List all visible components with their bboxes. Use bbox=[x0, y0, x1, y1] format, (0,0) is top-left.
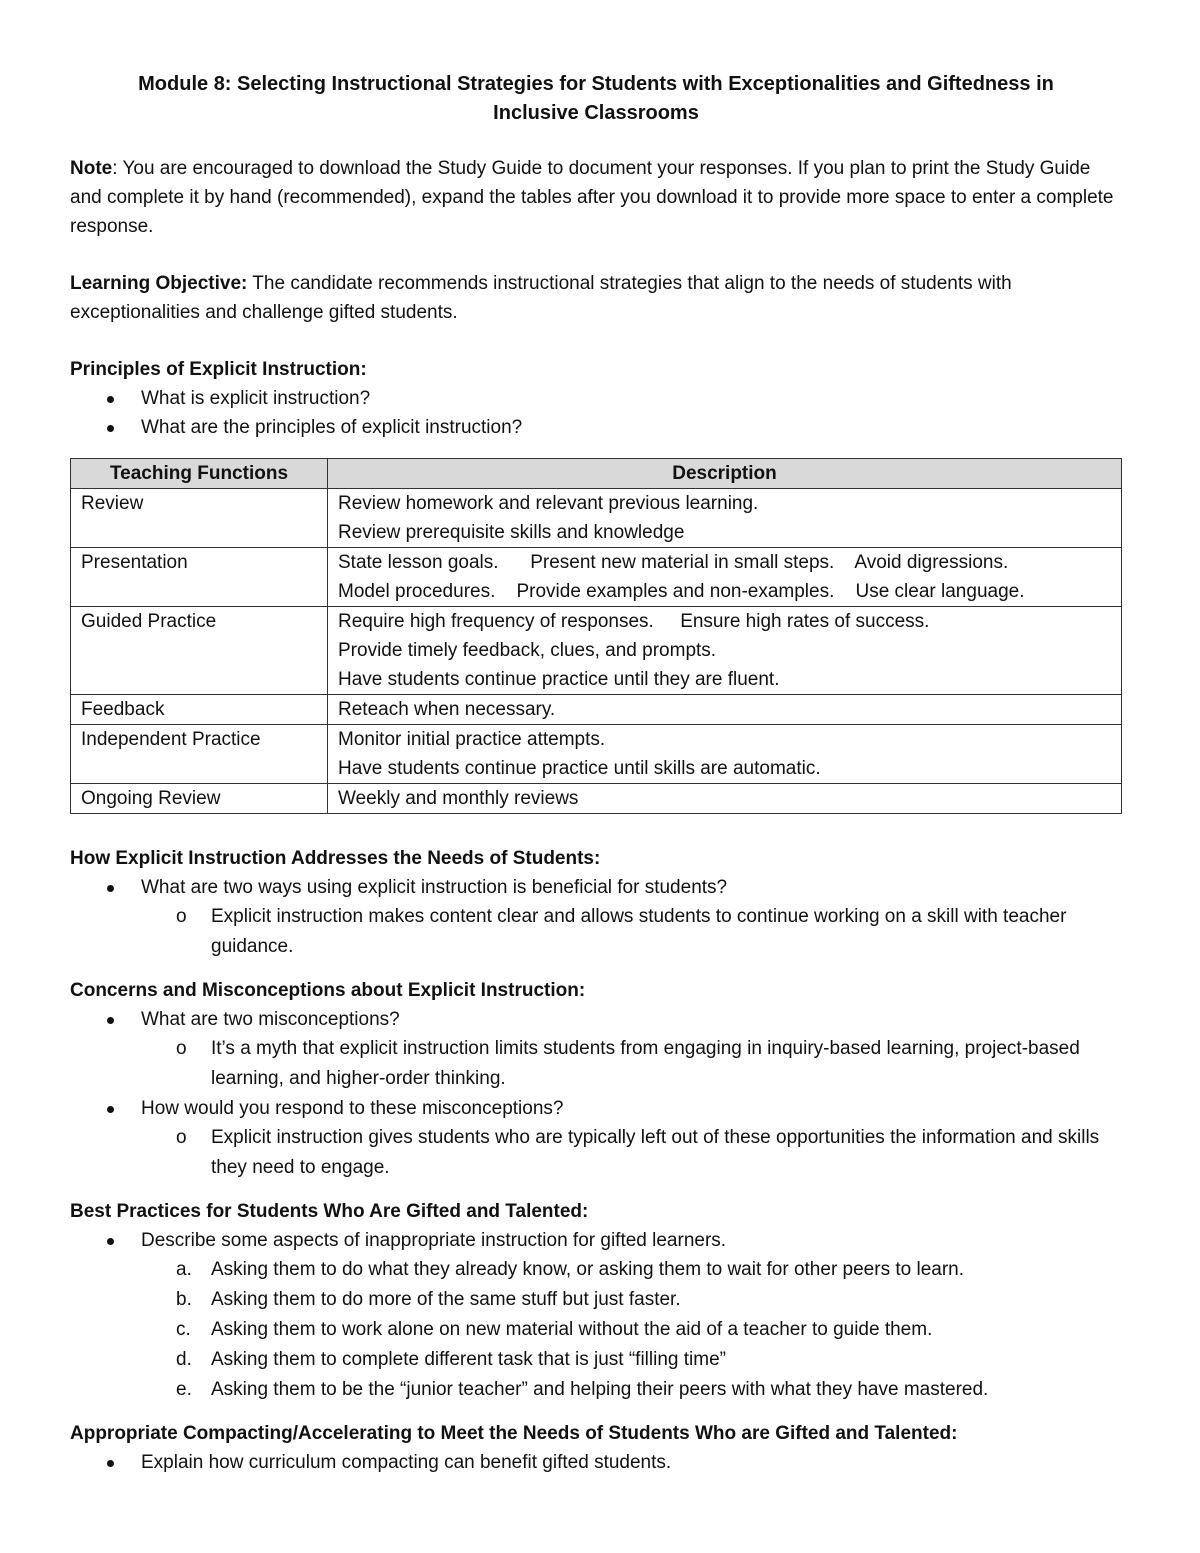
answer-item bbox=[70, 1123, 1122, 1183]
list-item: How would you respond to these misconceptions? bbox=[70, 1094, 1122, 1123]
concerns-bullets bbox=[70, 1005, 1122, 1034]
answer-text: Asking them to do more of the same stuff but just faster. bbox=[211, 1289, 681, 1310]
list-marker: o bbox=[176, 1038, 187, 1059]
table-row bbox=[71, 695, 1122, 725]
description-cell bbox=[328, 548, 1122, 607]
description-line: Reteach when necessary. bbox=[338, 699, 556, 720]
answer-item bbox=[70, 1375, 1122, 1405]
answer-item bbox=[70, 902, 1122, 962]
answer-text: Asking them to do what they already know, or asking them to wait for other peers to learn. bbox=[211, 1259, 965, 1280]
list-item: What are two misconceptions? bbox=[70, 1005, 1122, 1034]
description-line: Model procedures. Provide examples and non-examples. Use clear language. bbox=[338, 581, 1025, 602]
objective-text: The candidate recommends instructional strategies that align to the needs of students with exceptionalities and challenge gifted students. bbox=[70, 273, 1012, 323]
note-paragraph bbox=[70, 154, 1122, 241]
teaching-functions-table bbox=[70, 458, 1122, 814]
description-cell bbox=[328, 607, 1122, 695]
answer-item bbox=[70, 1034, 1122, 1094]
list-marker: a. bbox=[176, 1259, 192, 1280]
answer-text: Explicit instruction gives students who are typically left out of these opportunities the information and skills they need to engage. bbox=[211, 1127, 1100, 1178]
principles-heading: Principles of Explicit Instruction: bbox=[70, 359, 367, 380]
description-line: Require high frequency of responses. Ensure high rates of success. bbox=[338, 611, 930, 632]
list-marker: c. bbox=[176, 1319, 191, 1340]
list-marker: b. bbox=[176, 1289, 192, 1310]
needs-bullets bbox=[70, 873, 1122, 902]
description-line: Review homework and relevant previous learning. bbox=[338, 493, 759, 514]
column-header-teaching-functions: Teaching Functions bbox=[71, 459, 328, 489]
concerns-heading: Concerns and Misconceptions about Explicit Instruction: bbox=[70, 980, 586, 1001]
answer-text: Asking them to work alone on new material without the aid of a teacher to guide them. bbox=[211, 1319, 933, 1340]
list-marker: d. bbox=[176, 1349, 192, 1370]
function-cell: Review bbox=[71, 489, 328, 548]
answer-item bbox=[70, 1345, 1122, 1375]
gifted-section bbox=[70, 1197, 1122, 1405]
list-marker: e. bbox=[176, 1379, 192, 1400]
gifted-bullets bbox=[70, 1226, 1122, 1255]
description-line: Monitor initial practice attempts. bbox=[338, 729, 606, 750]
description-cell bbox=[328, 784, 1122, 814]
list-item: What is explicit instruction? bbox=[70, 384, 1122, 413]
column-header-description: Description bbox=[328, 459, 1122, 489]
needs-heading: How Explicit Instruction Addresses the Needs of Students: bbox=[70, 848, 601, 869]
description-line: Have students continue practice until skills are automatic. bbox=[338, 758, 821, 779]
principles-section bbox=[70, 355, 1122, 442]
concerns-section bbox=[70, 976, 1122, 1183]
needs-section bbox=[70, 844, 1122, 962]
function-cell: Feedback bbox=[71, 695, 328, 725]
page-title bbox=[70, 70, 1122, 128]
note-label: Note bbox=[70, 158, 113, 179]
title-line-2: Inclusive Classrooms bbox=[493, 102, 699, 124]
principles-bullets bbox=[70, 384, 1122, 442]
description-line: Review prerequisite skills and knowledge bbox=[338, 522, 685, 543]
answer-text: Asking them to be the “junior teacher” and helping their peers with what they have mastered. bbox=[211, 1379, 989, 1400]
answer-item bbox=[70, 1315, 1122, 1345]
compacting-heading: Appropriate Compacting/Accelerating to Meet the Needs of Students Who are Gifted and Talented: bbox=[70, 1423, 958, 1444]
table-header-row bbox=[71, 459, 1122, 489]
description-cell bbox=[328, 725, 1122, 784]
function-cell: Independent Practice bbox=[71, 725, 328, 784]
description-line: Have students continue practice until they are fluent. bbox=[338, 669, 780, 690]
objective-label: Learning Objective: bbox=[70, 273, 248, 294]
list-item: Explain how curriculum compacting can benefit gifted students. bbox=[70, 1448, 1122, 1477]
description-cell bbox=[328, 489, 1122, 548]
answer-item bbox=[70, 1255, 1122, 1285]
list-item: What are two ways using explicit instruction is beneficial for students? bbox=[70, 873, 1122, 902]
list-marker: o bbox=[176, 906, 187, 927]
table-row bbox=[71, 548, 1122, 607]
answer-text: Asking them to complete different task that is just “filling time” bbox=[211, 1349, 726, 1370]
compacting-section bbox=[70, 1419, 1122, 1477]
note-text: : You are encouraged to download the Study Guide to document your responses. If you plan to print the Study Guide and complete it by hand (recommended), expand the tables after you download it to provide more space to enter a complete response. bbox=[70, 158, 1114, 237]
description-line: State lesson goals. Present new material in small steps. Avoid digressions. bbox=[338, 552, 1009, 573]
document-page bbox=[70, 70, 1122, 1491]
list-item: What are the principles of explicit instruction? bbox=[70, 413, 1122, 442]
answer-item bbox=[70, 1285, 1122, 1315]
function-cell: Ongoing Review bbox=[71, 784, 328, 814]
concerns-bullets-2 bbox=[70, 1094, 1122, 1123]
answer-text: It’s a myth that explicit instruction limits students from engaging in inquiry-based learning, project-based learning, and higher-order thinking. bbox=[211, 1038, 1080, 1089]
table-row bbox=[71, 784, 1122, 814]
learning-objective-paragraph bbox=[70, 269, 1122, 327]
function-cell: Guided Practice bbox=[71, 607, 328, 695]
description-line: Provide timely feedback, clues, and prompts. bbox=[338, 640, 717, 661]
function-cell: Presentation bbox=[71, 548, 328, 607]
description-line: Weekly and monthly reviews bbox=[338, 788, 579, 809]
title-line-1: Module 8: Selecting Instructional Strategies for Students with Exceptionalities and Giftedness in bbox=[138, 73, 1054, 95]
table-row bbox=[71, 607, 1122, 695]
table-row bbox=[71, 489, 1122, 548]
list-item: Describe some aspects of inappropriate instruction for gifted learners. bbox=[70, 1226, 1122, 1255]
list-marker: o bbox=[176, 1127, 187, 1148]
compacting-bullets bbox=[70, 1448, 1122, 1477]
gifted-heading: Best Practices for Students Who Are Gifted and Talented: bbox=[70, 1201, 589, 1222]
answer-text: Explicit instruction makes content clear and allows students to continue working on a skill with teacher guidance. bbox=[211, 906, 1067, 957]
table-row bbox=[71, 725, 1122, 784]
description-cell bbox=[328, 695, 1122, 725]
